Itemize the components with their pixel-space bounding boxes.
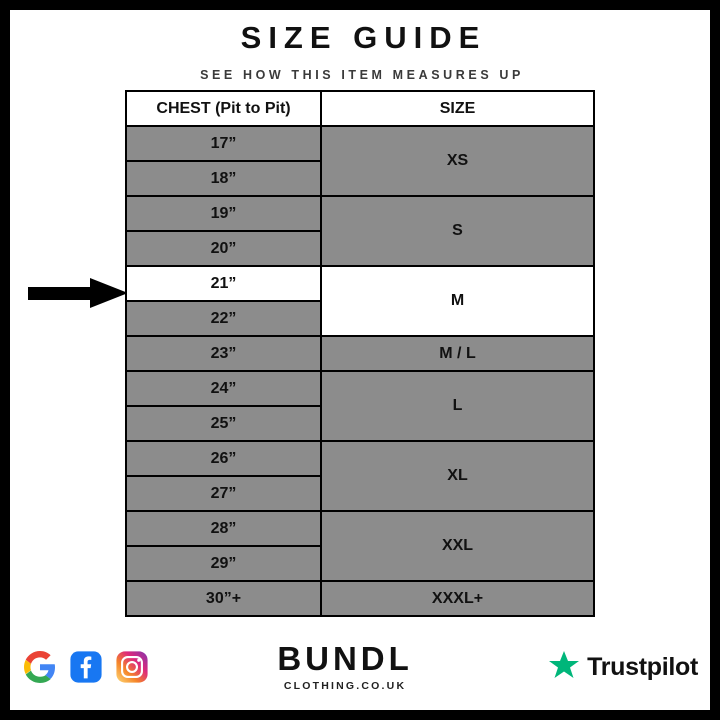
trustpilot-label: Trustpilot xyxy=(587,652,698,681)
social-links xyxy=(22,649,150,685)
cell-chest: 21” xyxy=(126,266,321,301)
table-row xyxy=(126,196,594,231)
table-row xyxy=(126,511,594,546)
cell-size: S xyxy=(321,196,594,266)
table-row xyxy=(126,336,594,371)
table-row xyxy=(126,581,594,616)
size-table-wrapper xyxy=(125,90,595,617)
table-header-row xyxy=(126,91,594,126)
cell-chest: 20” xyxy=(126,231,321,266)
cell-size: XXL xyxy=(321,511,594,581)
facebook-icon[interactable] xyxy=(68,649,104,685)
cell-chest: 28” xyxy=(126,511,321,546)
brand-domain: CLOTHING.CO.UK xyxy=(283,680,407,692)
table-row xyxy=(126,371,594,406)
page-title: SIZE GUIDE xyxy=(240,20,487,55)
table-row xyxy=(126,441,594,476)
table-row xyxy=(126,266,594,301)
header xyxy=(10,10,710,82)
cell-chest: 19” xyxy=(126,196,321,231)
table-body xyxy=(126,126,594,616)
column-header-chest: CHEST (Pit to Pit) xyxy=(126,91,321,126)
cell-chest: 18” xyxy=(126,161,321,196)
cell-size: M / L xyxy=(321,336,594,371)
instagram-icon[interactable] xyxy=(114,649,150,685)
column-header-size: SIZE xyxy=(321,91,594,126)
size-table xyxy=(125,90,595,617)
table-row xyxy=(126,126,594,161)
trustpilot-star-icon xyxy=(548,649,580,686)
brand-name: BUNDL xyxy=(277,640,413,677)
cell-chest: 23” xyxy=(126,336,321,371)
cell-size: XL xyxy=(321,441,594,511)
google-icon[interactable] xyxy=(22,649,58,685)
cell-chest: 29” xyxy=(126,546,321,581)
cell-chest: 27” xyxy=(126,476,321,511)
footer xyxy=(10,632,710,702)
cell-chest: 24” xyxy=(126,371,321,406)
cell-chest: 25” xyxy=(126,406,321,441)
brand-logo xyxy=(277,642,412,692)
cell-size: L xyxy=(321,371,594,441)
cell-chest: 26” xyxy=(126,441,321,476)
right-arrow-icon xyxy=(28,278,130,308)
cell-size: XXXL+ xyxy=(321,581,594,616)
cell-size: M xyxy=(321,266,594,336)
cell-chest: 17” xyxy=(126,126,321,161)
cell-chest: 30”+ xyxy=(126,581,321,616)
cell-chest: 22” xyxy=(126,301,321,336)
page-subtitle: SEE HOW THIS ITEM MEASURES UP xyxy=(200,68,524,82)
trustpilot-logo[interactable] xyxy=(548,649,698,686)
cell-size: XS xyxy=(321,126,594,196)
